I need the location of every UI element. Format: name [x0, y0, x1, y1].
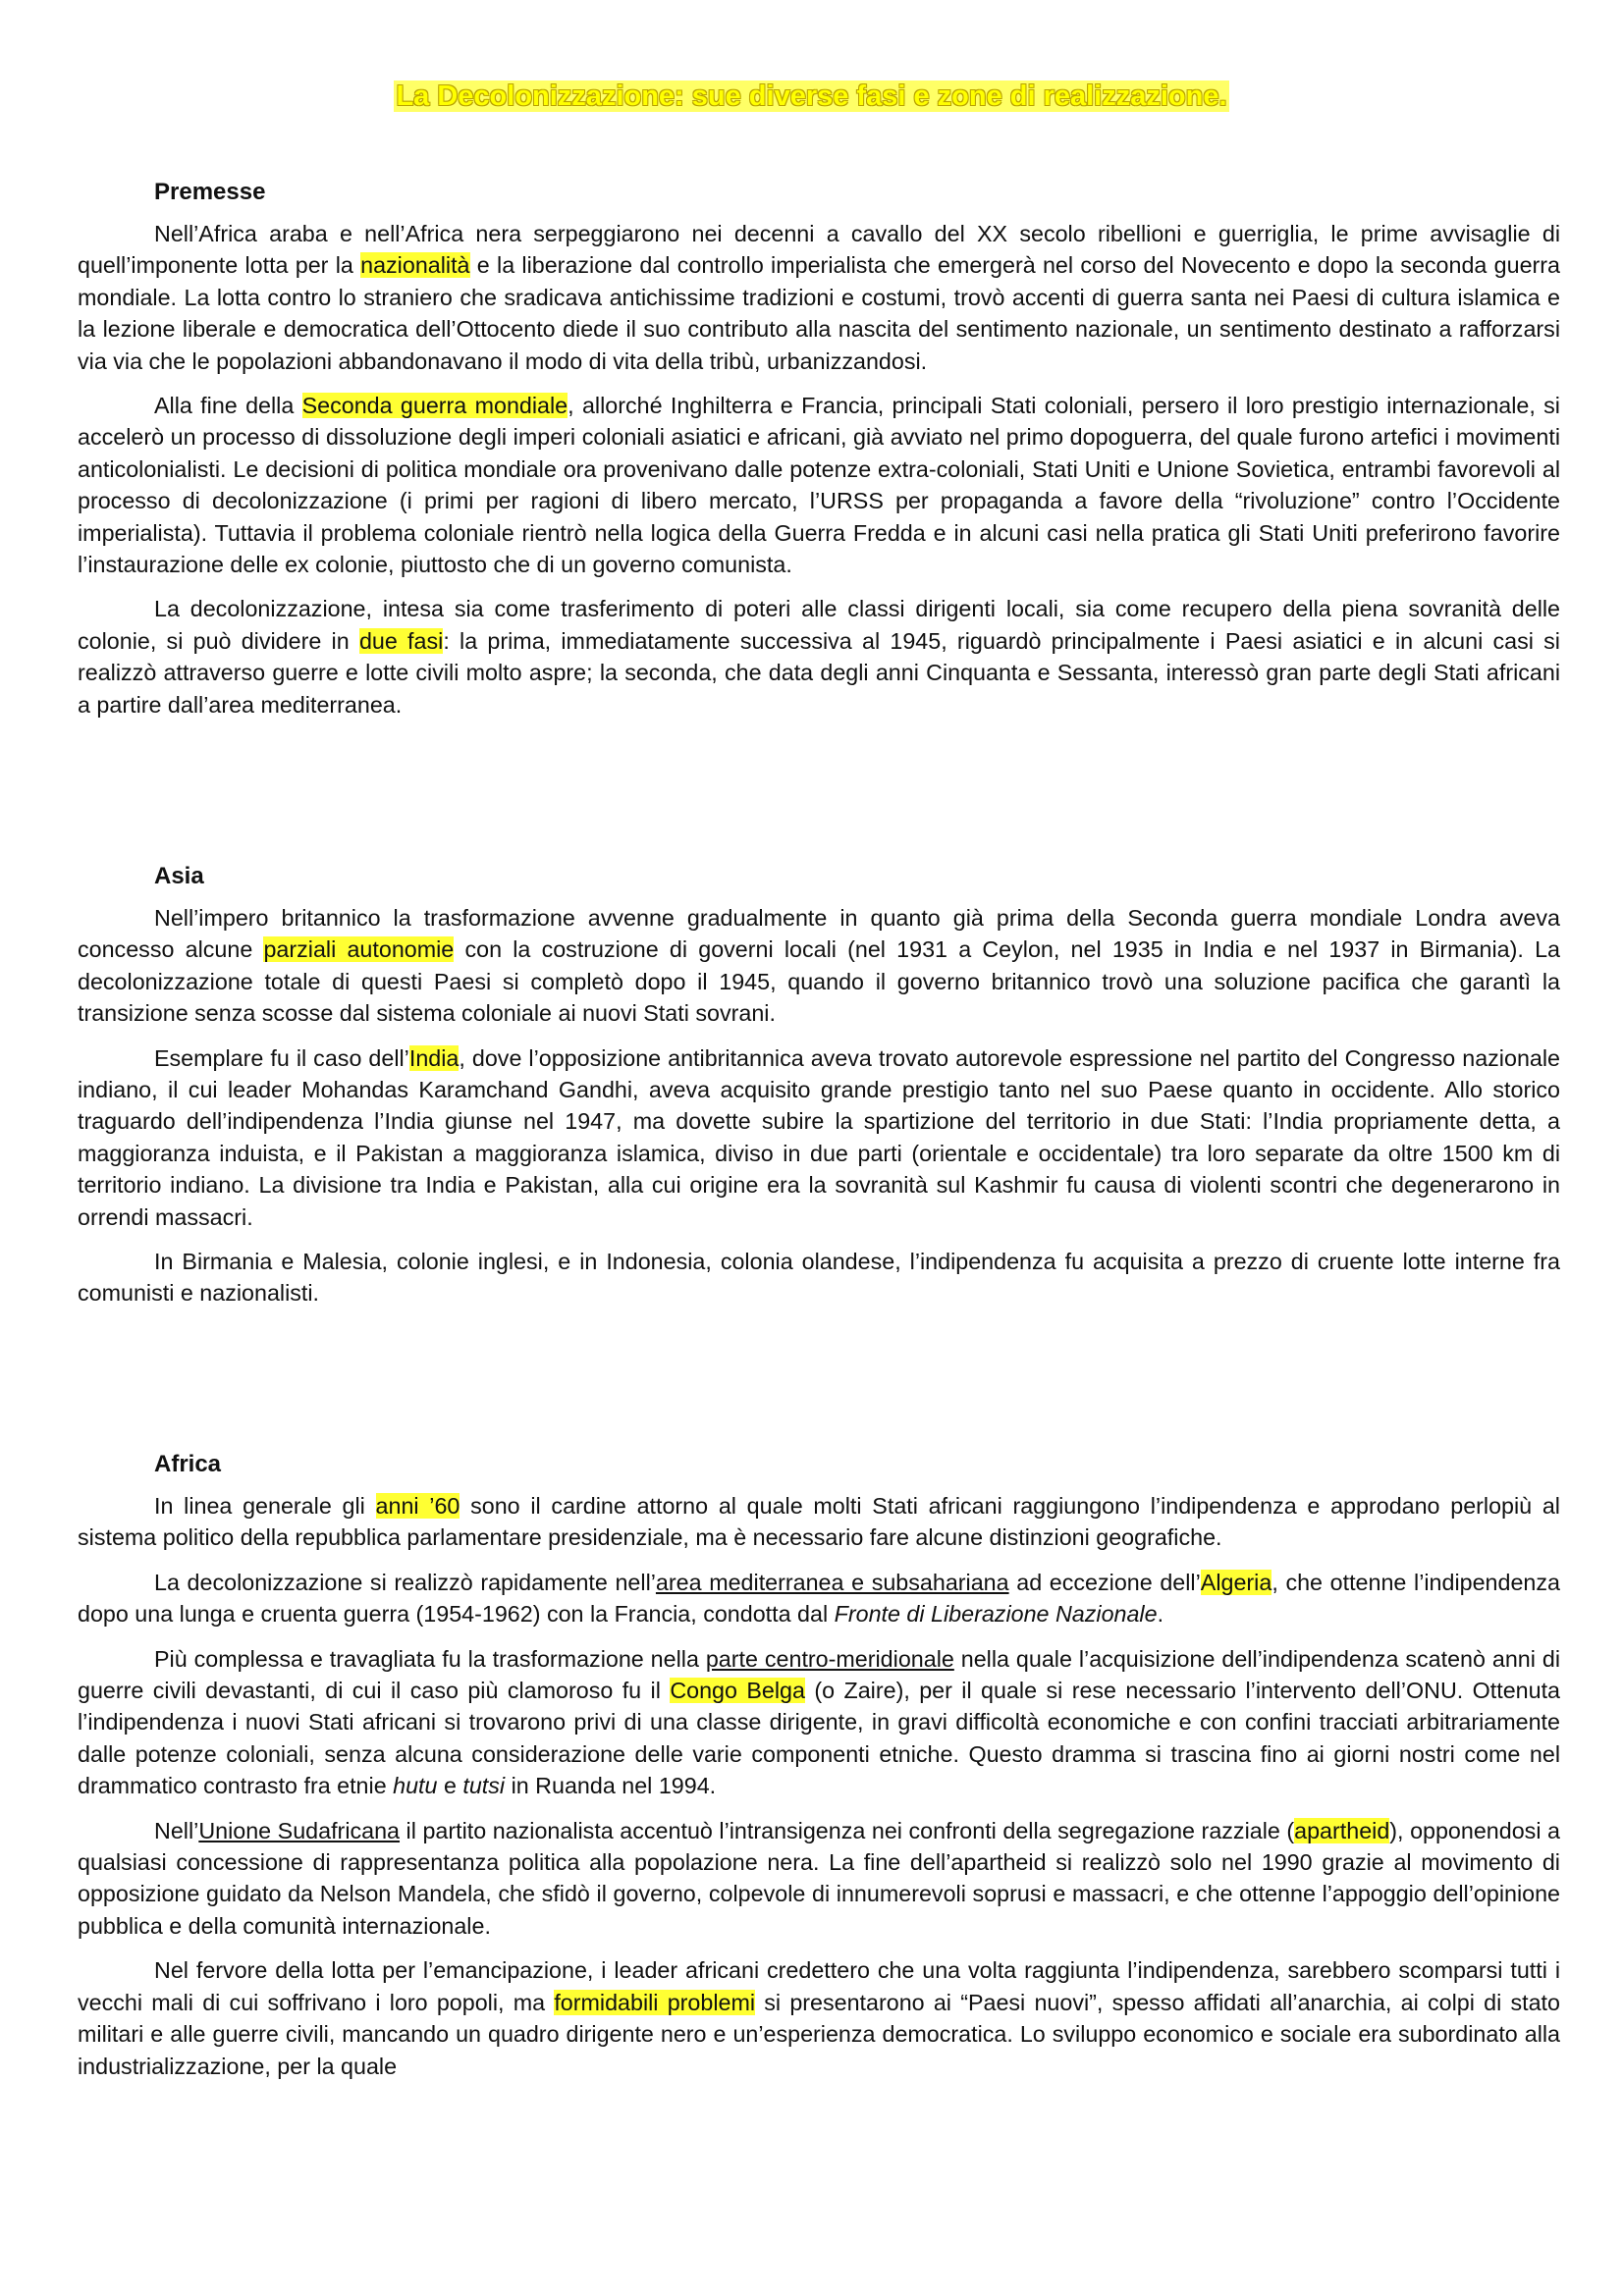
text-run: In linea generale gli [154, 1493, 376, 1519]
document-title-text: La Decolonizzazione: sue diverse fasi e zone di realizzazione. [396, 80, 1227, 112]
text-run: il partito nazionalista accentuò l’intransigenza nei confronti della segregazione razziale ( [400, 1817, 1295, 1843]
highlighted-text: Seconda guerra mondiale [301, 393, 568, 419]
section-africa [78, 1448, 1560, 2095]
section-premesse [78, 176, 1560, 733]
text-run: (o Zaire), per il quale si rese necessario l’intervento dell’ONU. Ottenuta l’indipendenza i nuovi Stati africani si trovarono privi di una classe dirigente, in gravi difficoltà economiche e con confini tracciati arbitrariamente dalle potenze coloniali, senza alcuna considerazione delle varie componenti etniche. Questo dramma si trascina fino ai giorni nostri come nel drammatico contrasto fra etnie [78, 1678, 1561, 1799]
paragraph [78, 593, 1560, 721]
text-run: ), opponendosi a qualsiasi concessione di rappresentanza politica alla popolazione nera. La fine dell’apartheid si realizzò solo nel 1990 grazie al movimento di opposizione guidato da Nelson Mandela, che sfidò il governo, colpevole di innumerevoli soprusi e massacri, e che ottenne l’appoggio dell’opinione pubblica e della comunità internazionale. [78, 1817, 1560, 1939]
highlighted-text: formidabili problemi [554, 1989, 756, 2015]
underlined-text: area mediterranea e subsahariana [655, 1569, 1009, 1595]
text-run: La decolonizzazione si realizzò rapidamente nell’ [154, 1569, 656, 1595]
italic-text: tutsi [462, 1773, 506, 1799]
paragraph [78, 390, 1560, 580]
text-run: sono il cardine attorno al quale molti Stati africani raggiungono l’indipendenza e approdano perlopiù al sistema politico della repubblica parlamentare presidenziale, ma è necessario fare alcune distinzioni geografiche. [78, 1493, 1560, 1551]
text-run: in Ruanda nel 1994. [505, 1773, 717, 1799]
text-run: ad eccezione dell’ [1008, 1569, 1201, 1595]
text-run: Nel fervore della lotta per l’emancipazione, i leader africani credettero che una volta raggiunta l’indipendenza, sarebbero scomparsi tutti i vecchi mali di cui soffrivano i loro popoli, ma [78, 1957, 1560, 2015]
text-run: Nell’Africa araba e nell’Africa nera serpeggiarono nei decenni a cavallo del XX secolo ribellioni e guerriglia, le prime avvisaglie di quell’imponente lotta per la [78, 221, 1560, 279]
underlined-text: parte centro-meridionale [705, 1645, 954, 1672]
text-run: Nell’ [154, 1817, 199, 1843]
text-run: : la prima, immediatamente successiva al 1945, riguardò principalmente i Paesi asiatici e in alcuni casi si realizzò attraverso guerre e lotte civili molto aspre; la seconda, che data degli anni Cinquanta e Sessanta, interessò gran parte degli Stati africani a partire dall’area mediterranea. [78, 627, 1560, 718]
underlined-text: Unione Sudafricana [198, 1817, 401, 1843]
text-run: . [1157, 1601, 1164, 1628]
highlighted-text: apartheid [1294, 1817, 1390, 1843]
text-run: La decolonizzazione, intesa sia come trasferimento di poteri alle classi dirigenti locali, sia come recupero della piena sovranità delle colonie, si può dividere in [78, 596, 1560, 654]
text-run: Nell’impero britannico la trasformazione avvenne gradualmente in quanto già prima della Seconda guerra mondiale Londra aveva concesso alcune [78, 905, 1560, 963]
highlighted-text: Congo Belga [670, 1678, 805, 1704]
text-run: Alla fine della [154, 393, 302, 419]
text-run: Esemplare fu il caso dell’ [154, 1044, 409, 1071]
text-run: , allorché Inghilterra e Francia, principali Stati coloniali, persero il loro prestigio internazionale, si accelerò un processo di dissoluzione degli imperi coloniali asiatici e africani, già avviato nel primo dopoguerra, del quale furono artefici i movimenti anticolonialisti. Le decisioni di politica mondiale ora provenivano dalle potenze extra-coloniali, Stati Uniti e Unione Sovietica, entrambi favorevoli al processo di decolonizzazione (i primi per ragioni di libero mercato, l’URSS per propaganda a favore della “rivoluzione” contro l’Occidente imperialista). Tuttavia il problema coloniale rientrò nella logica della Guerra Fredda e in alcuni casi nella pratica gli Stati Uniti preferirono favorire l’instaurazione delle ex colonie, piuttosto che di un governo comunista. [78, 393, 1560, 578]
text-run: e [437, 1773, 463, 1799]
highlighted-text: India [408, 1044, 460, 1071]
italic-text: hutu [393, 1773, 438, 1799]
text-run: In Birmania e Malesia, colonie inglesi, e in Indonesia, colonia olandese, l’indipendenza fu acquisita a prezzo di cruente lotte interne fra comunisti e nazionalisti. [78, 1249, 1560, 1307]
text-run: , che ottenne l’indipendenza dopo una lunga e cruenta guerra (1954-1962) con la Francia, condotta dal [78, 1569, 1560, 1628]
italic-text: Fronte di Liberazione Nazionale [834, 1601, 1158, 1628]
paragraph [78, 902, 1560, 1030]
highlighted-text: nazionalità [360, 252, 470, 279]
paragraph [78, 218, 1560, 377]
paragraph [78, 1815, 1560, 1943]
highlighted-text: due fasi [358, 627, 444, 654]
section-asia [78, 860, 1560, 1322]
paragraph [78, 1490, 1560, 1554]
paragraph [78, 1567, 1560, 1630]
section-heading: Asia [154, 863, 204, 889]
text-run: nella quale l’acquisizione dell’indipendenza scatenò anni di guerre civili devastanti, di cui il caso più clamoroso fu il [78, 1645, 1561, 1704]
paragraph [78, 1042, 1560, 1233]
paragraph [78, 1954, 1560, 2082]
text-run: con la costruzione di governi locali (nel 1931 a Ceylon, nel 1935 in India e nel 1937 in Birmania). La decolonizzazione totale di questi Paesi si completò dopo il 1945, quando il governo britannico trovò una soluzione pacifica che garantì la transizione senza scosse dal sistema coloniale ai nuovi Stati sovrani. [78, 936, 1560, 1027]
section-heading: Africa [154, 1451, 222, 1477]
highlighted-text: anni ’60 [375, 1493, 460, 1519]
section-heading: Premesse [154, 179, 266, 205]
paragraph [78, 1643, 1560, 1802]
text-run: , dove l’opposizione antibritannica aveva trovato autorevole espressione nel partito del Congresso nazionale indiano, il cui leader Mohandas Karamchand Gandhi, aveva acquisito grande prestigio tanto nel suo Paese quanto in occidente. Allo storico traguardo dell’indipendenza l’India giunse nel 1947, ma dovette subire la spartizione del territorio in due Stati: l’India propriamente detta, a maggioranza induista, e il Pakistan a maggioranza islamica, diviso in due parti (orientale e occidentale) tra loro separate da oltre 1500 km di territorio indiano. La divisione tra India e Pakistan, alla cui origine era la sovranità sul Kashmir fu causa di violenti scontri che degenerarono in orrendi massacri. [78, 1044, 1560, 1230]
paragraph [78, 1246, 1560, 1309]
document-title [0, 77, 1623, 116]
highlighted-text: Algeria [1200, 1569, 1272, 1595]
text-run: si presentarono ai “Paesi nuovi”, spesso affidati all’anarchia, ai colpi di stato militari e alle guerre civili, mancando un quadro dirigente nero e un’esperienza democratica. Lo sviluppo economico e sociale era subordinato alla industrializzazione, per la quale [78, 1989, 1560, 2079]
text-run: Più complessa e travagliata fu la trasformazione nella [154, 1645, 706, 1672]
text-run: e la liberazione dal controllo imperialista che emergerà nel corso del Novecento e dopo la seconda guerra mondiale. La lotta contro lo straniero che sradicava antichissime tradizioni e costumi, trovò accenti di guerra santa nei Paesi di cultura islamica e la lezione liberale e democratica dell’Ottocento diede il suo contributo alla nascita del sentimento nazionale, un sentimento destinato a rafforzarsi via via che le popolazioni abbandonavano il modo di vita della tribù, urbanizzandosi. [78, 252, 1561, 374]
highlighted-text: parziali autonomie [263, 936, 455, 963]
